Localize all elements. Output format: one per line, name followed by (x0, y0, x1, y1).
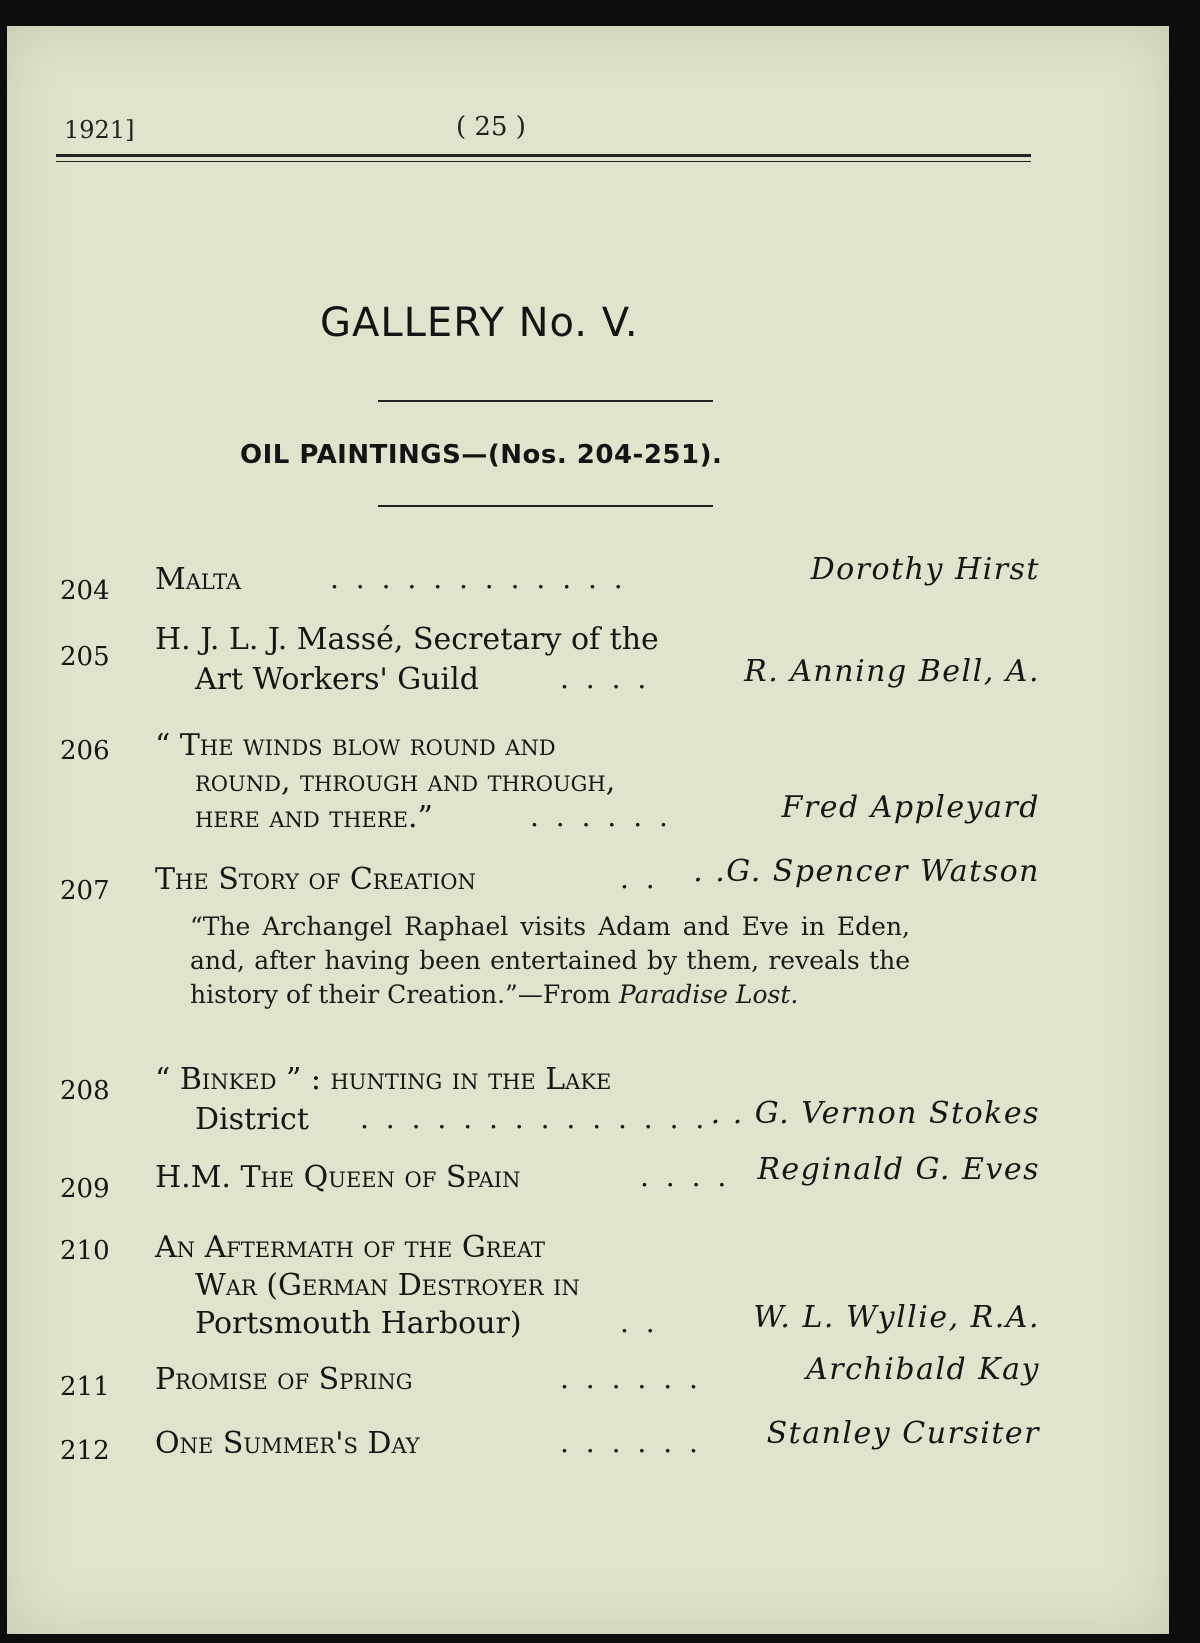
entry-number: 211 (60, 1372, 110, 1402)
leader-dots: . . . . . . (560, 1426, 702, 1459)
entry-artist: . . G. Vernon Stokes (710, 1096, 1040, 1131)
entry-title: H.M. The Queen of Spain (155, 1160, 521, 1195)
entry-title: The Story of Creation (155, 862, 476, 897)
divider-rule (378, 505, 713, 507)
entry-number: 204 (60, 576, 110, 606)
entry-number: 205 (60, 642, 110, 672)
entry-number: 206 (60, 736, 110, 766)
entry-title-continued: War (German Destroyer in (195, 1268, 580, 1303)
header-rule-thick (56, 154, 1031, 157)
entry-title-continued: Portsmouth Harbour) (195, 1306, 522, 1341)
entry-note (190, 910, 910, 1012)
entry-title-continued: District (195, 1102, 309, 1137)
entry-number: 212 (60, 1436, 110, 1466)
entry-artist: Stanley Cursiter (766, 1416, 1040, 1451)
entry-title: One Summer's Day (155, 1426, 420, 1461)
leader-dots: . . . . . . (560, 1362, 702, 1395)
leader-dots: . . . . . . . . . . . . (330, 562, 627, 595)
entry-artist: Archibald Kay (806, 1352, 1040, 1387)
entry-title-continued: round, through and through, (195, 764, 616, 799)
entry-title: H. J. L. J. Massé, Secretary of the (155, 622, 659, 657)
entry-title-continued: Art Workers' Guild (195, 662, 479, 697)
gallery-title: GALLERY No. V. (320, 300, 639, 346)
page-number: ( 25 ) (456, 112, 526, 142)
leader-dots: . . . . . . . . . . . . . . (360, 1102, 709, 1135)
entry-artist: Dorothy Hirst (810, 552, 1040, 587)
section-title: OIL PAINTINGS—(Nos. 204-251). (240, 440, 723, 470)
entry-artist: Fred Appleyard (781, 790, 1040, 825)
leader-dots: . . . . (560, 662, 651, 695)
page-header (56, 96, 1031, 156)
entry-artist: W. L. Wyllie, R.A. (753, 1300, 1040, 1335)
header-rule-thin (56, 161, 1031, 162)
entry-note-text: “The Archangel Raphael visits Adam and Eve in Eden, and, after having been entertained by them, reveals the history of their Creation.”—From (190, 912, 910, 1009)
divider-rule (378, 400, 713, 402)
leader-dots: . . . . (640, 1160, 731, 1193)
header-year: 1921] (64, 116, 135, 144)
leader-dots: . . . . . . (530, 800, 672, 833)
entry-title: Malta (155, 562, 242, 597)
entry-artist: Reginald G. Eves (757, 1152, 1040, 1187)
entry-number: 209 (60, 1174, 110, 1204)
entry-number: 207 (60, 876, 110, 906)
leader-dots: . . (620, 1306, 659, 1339)
entry-number: 210 (60, 1236, 110, 1266)
entry-title: Promise of Spring (155, 1362, 413, 1397)
entry-title-continued: here and there.” (195, 800, 433, 835)
entry-artist: . .G. Spencer Watson (693, 854, 1040, 889)
entry-number: 208 (60, 1076, 110, 1106)
leader-dots: . . (620, 862, 659, 895)
entry-title: “ Binked ” : hunting in the Lake (155, 1062, 612, 1097)
entry-note-source: Paradise Lost. (618, 980, 799, 1009)
entry-artist: R. Anning Bell, A. (744, 654, 1040, 689)
entry-title: “ The winds blow round and (155, 728, 556, 763)
entry-title: An Aftermath of the Great (155, 1230, 545, 1265)
